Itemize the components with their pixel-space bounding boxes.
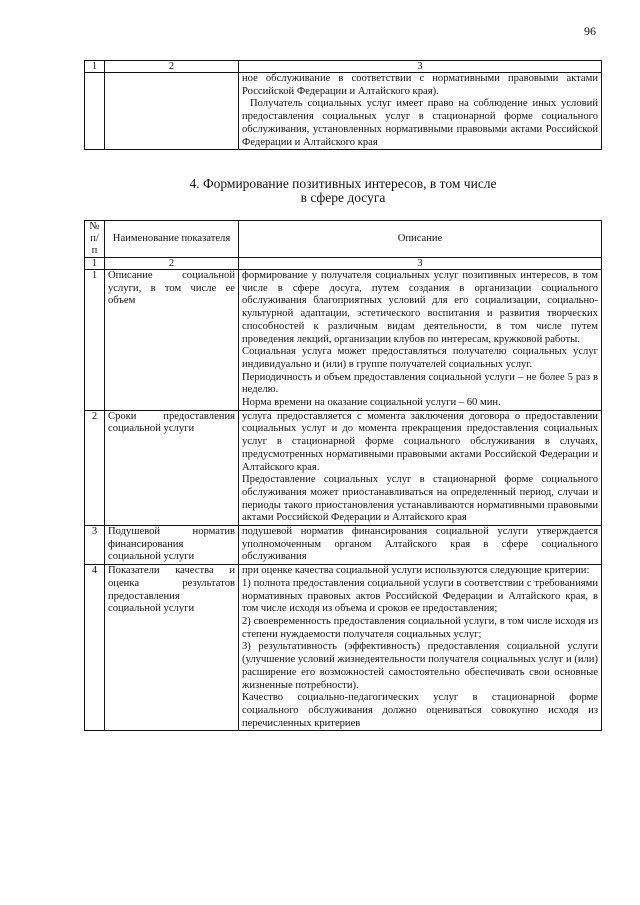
empty-cell xyxy=(105,73,239,150)
table-row xyxy=(85,526,602,565)
header-no: № п/п xyxy=(85,221,105,258)
indicators-table xyxy=(84,220,602,731)
paragraph: Предоставление социальных услуг в стационарной форме социального обслуживания может приостанавливаться на определенный период, случаи и периоды такого приостановления устанавливаются нормативными правовыми актами Российской Федерации и Алтайского края xyxy=(242,474,598,524)
indicator-name: Описание социальной услуги, в том числе ее объем xyxy=(105,270,239,411)
paragraph: Норма времени на оказание социальной услуги – 60 мин. xyxy=(242,397,501,409)
column-number: 3 xyxy=(239,61,602,73)
indicator-name: Сроки предоставления социальной услуги xyxy=(105,410,239,525)
continuation-table xyxy=(84,60,602,150)
paragraph: формирование у получателя социальных услуг позитивных интересов, в том числе в сфере досуга, путем создания в организации социального обслуживания благоприятных условий для его социализации, социально-культурной адаптации, эстетического воспитания и развития творческих способностей к различным видам деятельности, в том числе путем проведения лекций, организации клубов по интересам, кружковой работы. xyxy=(242,270,598,345)
paragraph: Качество социально-педагогических услуг в стационарной форме социального обслуживания должно оцениваться совокупно исходя из перечисленных критериев xyxy=(242,692,598,729)
row-number: 2 xyxy=(85,410,105,525)
empty-cell xyxy=(85,73,105,150)
column-number: 2 xyxy=(105,61,239,73)
row-number: 1 xyxy=(85,270,105,411)
paragraph: 3) результативность (эффективность) предоставления социальной услуги (улучшение условий жизнедеятельности получателя социальных услуг и (или) расширение его возможностей самостоятельно обеспечивать свои основные жизненные потребности). xyxy=(242,641,598,691)
column-number-row xyxy=(85,61,602,73)
column-number: 2 xyxy=(105,258,239,270)
description-cell xyxy=(239,270,602,411)
table-row xyxy=(85,410,602,525)
row-number: 4 xyxy=(85,565,105,731)
table-row xyxy=(85,73,602,150)
column-number-row xyxy=(85,258,602,270)
paragraph: Периодичность и объем предоставления социальной услуги – не более 5 раз в неделю. xyxy=(242,371,598,396)
paragraph: подушевой норматив финансирования социальной услуги утверждается уполномоченным органом Алтайского края в сфере социального обслуживания xyxy=(242,526,598,563)
column-number: 1 xyxy=(85,258,105,270)
description-cell xyxy=(239,410,602,525)
description-cell xyxy=(239,73,602,150)
indicator-name: Показатели качества и оценка результатов предоставления социальной услуги xyxy=(105,565,239,731)
description-cell xyxy=(239,565,602,731)
row-number: 3 xyxy=(85,526,105,565)
section-title xyxy=(84,177,602,205)
paragraph: 1) полнота предоставления социальной услуги в соответствии с требованиями нормативных правовых актов Российской Федерации и Алтайского края, в том числе исходя из объема и сроков ее предоставления; xyxy=(242,577,598,615)
paragraph: Получатель социальных услуг имеет право на соблюдение иных условий предоставления социальных услуг в стационарной форме социального обслуживания, установленных нормативными правовыми актами Российской Федерации и Алтайского края xyxy=(242,98,598,148)
header-description: Описание xyxy=(239,221,602,258)
column-number: 3 xyxy=(239,258,602,270)
paragraph: 2) своевременность предоставления социальной услуги, в том числе исходя из степени нуждаемости получателя социальных услуг; xyxy=(242,615,598,640)
paragraph: ное обслуживание в соответствии с нормативными правовыми актами Российской Федерации и Алтайского края). xyxy=(242,73,598,97)
paragraph: при оценке качества социальной услуги используются следующие критерии: xyxy=(242,565,590,577)
paragraph: услуга предоставляется с момента заключения договора о предоставлении социальных услуг и до момента прекращения предоставления социальных услуг в стационарной форме социального обслуживания в случаях, предусмотренных нормативными правовыми актами Российской Федерации и Алтайского края. xyxy=(242,410,598,473)
column-number: 1 xyxy=(85,61,105,73)
table-row xyxy=(85,270,602,411)
header-name: Наименование показателя xyxy=(105,221,239,258)
description-cell xyxy=(239,526,602,565)
paragraph: Социальная услуга может предоставляться получателю социальных услуг индивидуально и (или) в группе получателей социальных услуг. xyxy=(242,346,598,370)
table-row xyxy=(85,565,602,731)
table-header-row xyxy=(85,221,602,258)
section-title-line: в сфере досуга xyxy=(300,190,386,205)
indicator-name: Подушевой норматив финансирования социальной услуги xyxy=(105,526,239,565)
page-number: 96 xyxy=(584,24,596,38)
section-title-line: 4. Формирование позитивных интересов, в том числе xyxy=(189,176,497,191)
